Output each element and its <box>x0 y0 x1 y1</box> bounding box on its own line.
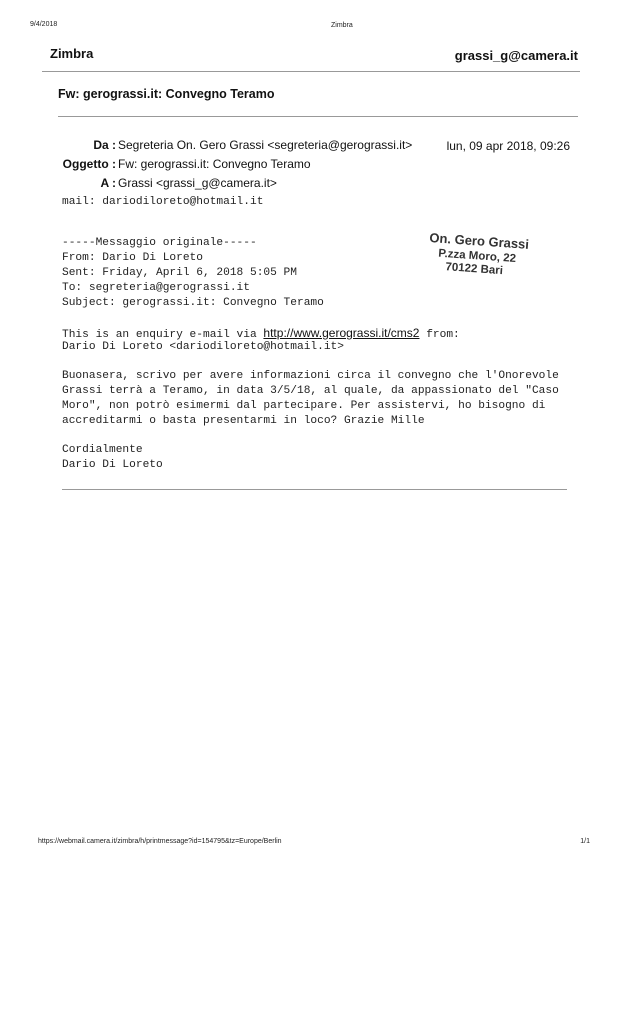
enquiry-line <box>62 326 460 341</box>
original-to: To: segreteria@gerograssi.it <box>62 282 250 294</box>
original-separator: -----Messaggio originale----- <box>62 237 257 249</box>
enquiry-sender: Dario Di Loreto <dariodiloreto@hotmail.it> <box>62 341 344 353</box>
print-footer-page: 1/1 <box>580 838 590 845</box>
stamp-line-3: 70122 Bari <box>445 261 504 278</box>
app-bar-divider <box>42 71 580 72</box>
account-email: grassi_g@camera.it <box>454 48 578 63</box>
to-label: A : <box>100 176 116 190</box>
stamp-line-1: On. Gero Grassi <box>428 230 530 252</box>
from-value: Segreteria On. Gero Grassi <segreteria@gerograssi.it> <box>118 138 413 152</box>
stamp-line-2: P.zza Moro, 22 <box>437 247 517 266</box>
body-divider <box>62 489 567 490</box>
signature: Dario Di Loreto <box>62 459 163 471</box>
paragraph-line-4: accreditarmi o basta presentarmi in loco? Grazie Mille <box>62 415 425 427</box>
subject-label: Oggetto : <box>62 157 116 171</box>
message-date: lun, 09 apr 2018, 09:26 <box>446 139 570 153</box>
print-footer-url: https://webmail.camera.it/zimbra/h/printmessage?id=154795&tz=Europe/Berlin <box>38 838 282 845</box>
mail-line: mail: dariodiloreto@hotmail.it <box>62 196 264 208</box>
brand-title: Zimbra <box>50 46 94 61</box>
subject-title: Fw: gerograssi.it: Convegno Teramo <box>58 87 275 101</box>
to-value: Grassi <grassi_g@camera.it> <box>118 176 277 190</box>
paragraph-line-3: Moro", non potrò esimermi dal partecipare. Per assistervi, ho bisogno di <box>62 400 546 412</box>
original-from: From: Dario Di Loreto <box>62 252 203 264</box>
paragraph-line-1: Buonasera, scrivo per avere informazioni circa il convegno che l'Onorevole <box>62 370 559 382</box>
original-sent: Sent: Friday, April 6, 2018 5:05 PM <box>62 267 297 279</box>
address-stamp <box>427 230 529 279</box>
paragraph-line-2: Grassi terrà a Teramo, in data 3/5/18, al quale, da appassionato del "Caso <box>62 385 559 397</box>
print-title: Zimbra <box>331 22 353 29</box>
original-subject: Subject: gerograssi.it: Convegno Teramo <box>62 297 324 309</box>
enquiry-link[interactable]: http://www.gerograssi.it/cms2 <box>263 326 420 340</box>
subject-divider <box>58 116 578 117</box>
enquiry-prefix: This is an enquiry e-mail via <box>62 329 264 341</box>
closing: Cordialmente <box>62 444 143 456</box>
print-date: 9/4/2018 <box>30 21 58 28</box>
enquiry-suffix: from: <box>419 329 460 341</box>
subject-value: Fw: gerograssi.it: Convegno Teramo <box>118 157 311 171</box>
from-label: Da : <box>93 138 116 152</box>
